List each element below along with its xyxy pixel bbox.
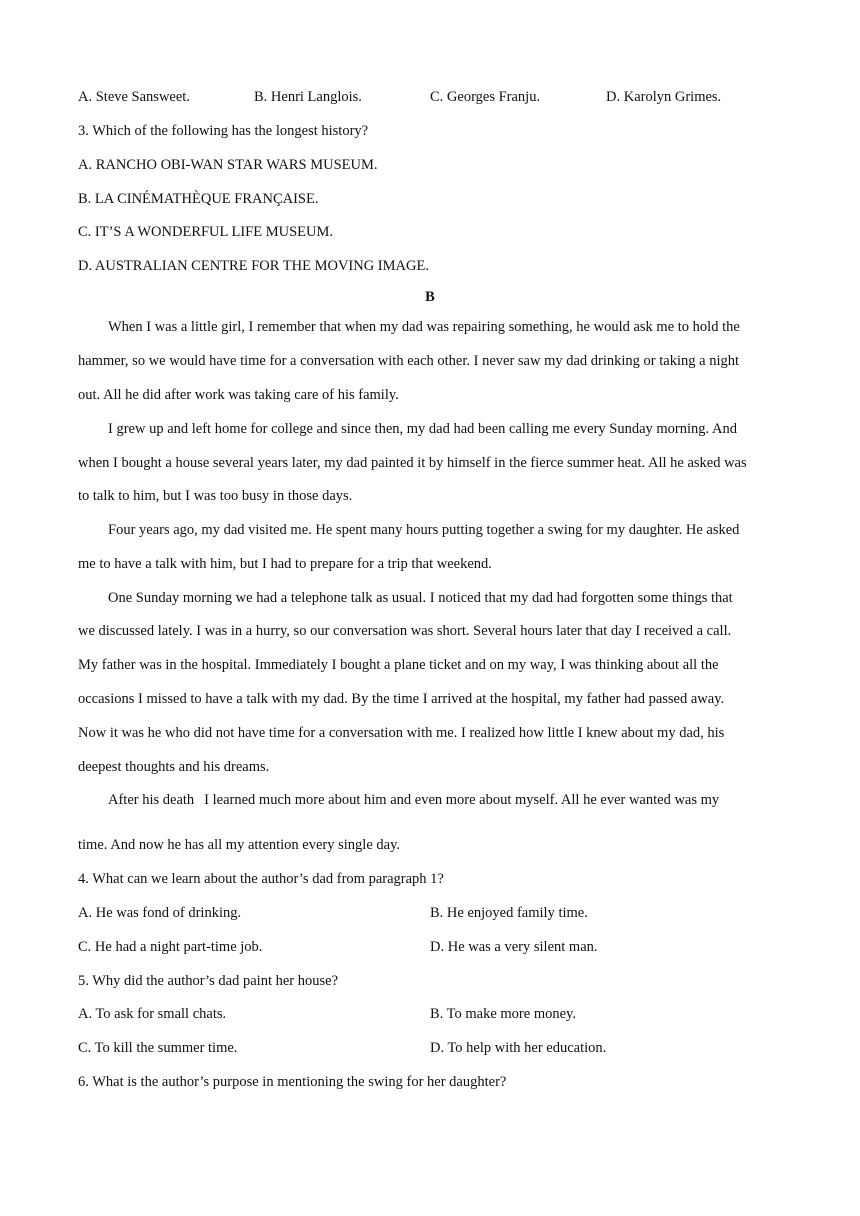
q2-option-b: B. Henri Langlois. [254,89,362,105]
paragraph-4-line-1: One Sunday morning we had a telephone talk as usual. I noticed that my dad had forgotten some things that [108,590,733,606]
paragraph-4-line-3: My father was in the hospital. Immediately I bought a plane ticket and on my way, I was thinking about all the [78,657,719,673]
q2-option-a: A. Steve Sansweet. [78,89,190,105]
q3-option-d: D. AUSTRALIAN CENTRE FOR THE MOVING IMAGE. [78,258,429,274]
q3-question: 3. Which of the following has the longest history? [78,123,369,139]
paragraph-2-line-2: when I bought a house several years later, my dad painted it by himself in the fierce summer heat. All he asked was [78,455,747,471]
paragraph-5-rest: I learned much more about him and even more about myself. All he ever wanted was my [204,792,720,808]
paragraph-5-start: After his death [108,792,195,808]
q5-option-c: C. To kill the summer time. [78,1040,238,1056]
paragraph-5-line-2: time. And now he has all my attention every single day. [78,837,401,853]
q3-option-b: B. LA CINÉMATHÈQUE FRANÇAISE. [78,191,319,207]
q5-option-d: D. To help with her education. [430,1040,607,1056]
paragraph-4-line-6: deepest thoughts and his dreams. [78,759,270,775]
q3-option-a: A. RANCHO OBI-WAN STAR WARS MUSEUM. [78,157,378,173]
q2-option-d: D. Karolyn Grimes. [606,89,722,105]
paragraph-4-line-5: Now it was he who did not have time for a conversation with me. I realized how little I knew about my dad, his [78,725,725,741]
q4-option-a: A. He was fond of drinking. [78,905,242,921]
q4-option-d: D. He was a very silent man. [430,939,598,955]
paragraph-3-line-1: Four years ago, my dad visited me. He spent many hours putting together a swing for my daughter. He asked [108,522,740,538]
q5-option-a: A. To ask for small chats. [78,1006,227,1022]
paragraph-2-line-3: to talk to him, but I was too busy in those days. [78,488,353,504]
section-heading: B [425,289,435,305]
paragraph-1-line-3: out. All he did after work was taking care of his family. [78,387,399,403]
q5-option-b: B. To make more money. [430,1006,576,1022]
q6-question: 6. What is the author’s purpose in mentioning the swing for her daughter? [78,1074,507,1090]
q4-option-c: C. He had a night part-time job. [78,939,263,955]
paragraph-1-line-2: hammer, so we would have time for a conversation with each other. I never saw my dad drinking or taking a night [78,353,739,369]
paragraph-4-line-4: occasions I missed to have a talk with my dad. By the time I arrived at the hospital, my father had passed away. [78,691,725,707]
paragraph-1-line-1: When I was a little girl, I remember that when my dad was repairing something, he would ask me to hold the [108,319,740,335]
q5-question: 5. Why did the author’s dad paint her house? [78,973,339,989]
q3-option-c: C. IT’S A WONDERFUL LIFE MUSEUM. [78,224,333,240]
paragraph-4-line-2: we discussed lately. I was in a hurry, so our conversation was short. Several hours later that day I received a call. [78,623,732,639]
paragraph-5-line-1 [108,791,719,809]
q4-question: 4. What can we learn about the author’s dad from paragraph 1? [78,871,444,887]
q2-option-c: C. Georges Franju. [430,89,541,105]
paragraph-2-line-1: I grew up and left home for college and since then, my dad had been calling me every Sunday morning. And [108,421,737,437]
q4-option-b: B. He enjoyed family time. [430,905,588,921]
paragraph-3-line-2: me to have a talk with him, but I had to prepare for a trip that weekend. [78,556,492,572]
